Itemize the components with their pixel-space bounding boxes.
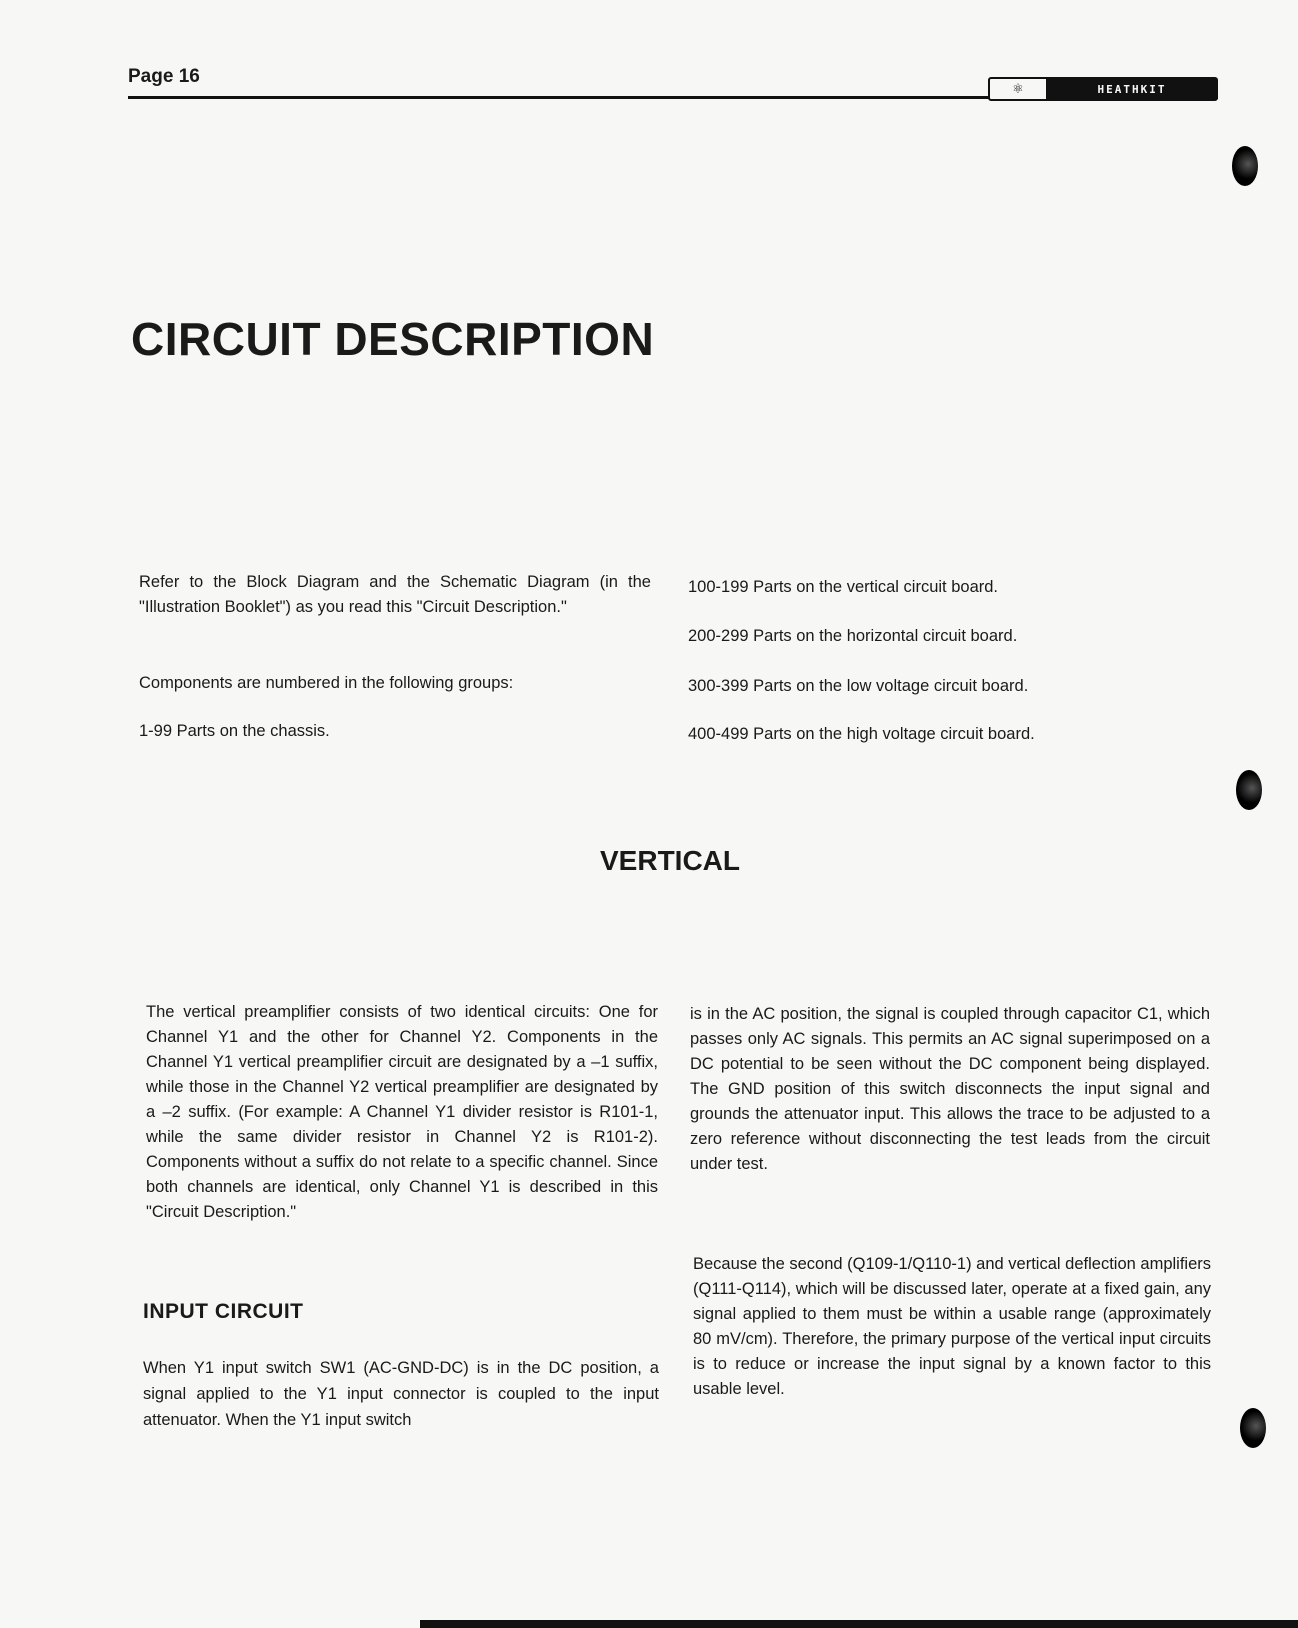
bottom-rule — [420, 1620, 1298, 1628]
group-item-low-voltage-board: 300-399 Parts on the low voltage circuit board. — [688, 677, 1029, 695]
section-heading-vertical: VERTICAL — [600, 845, 740, 876]
group-item-high-voltage-board: 400-499 Parts on the high voltage circuit board. — [688, 725, 1035, 743]
logo-wordmark: HEATHKIT — [1097, 82, 1167, 96]
group-item-chassis: 1-99 Parts on the chassis. — [139, 722, 330, 740]
group-item-vertical-board: 100-199 Parts on the vertical circuit board. — [688, 578, 998, 596]
binder-hole-middle — [1236, 770, 1262, 810]
intro-refer-paragraph: Refer to the Block Diagram and the Schematic Diagram (in the "Illustration Booklet") as you read this "Circuit Description." — [139, 573, 651, 616]
groups-intro-paragraph: Components are numbered in the following groups: — [139, 674, 514, 692]
input-circuit-paragraph-2: is in the AC position, the signal is coupled through capacitor C1, which passes only AC signals. This permits an AC signal superimposed on a DC potential to be seen without the DC component being displayed. The GND position of this switch disconnects the input signal and grounds the attenuator input. This allows the trace to be adjusted to a zero reference without disconnecting the test leads from the circuit under test. — [690, 1005, 1210, 1173]
page-number: Page 16 — [128, 66, 200, 87]
atom-icon: ⚛ — [990, 79, 1048, 99]
input-circuit-paragraph-1: When Y1 input switch SW1 (AC-GND-DC) is in the DC position, a signal applied to the Y1 input connector is coupled to the input attenuator. When the Y1 input switch — [143, 1359, 659, 1429]
subsection-heading-input-circuit: INPUT CIRCUIT — [143, 1300, 304, 1323]
group-item-horizontal-board: 200-299 Parts on the horizontal circuit board. — [688, 627, 1018, 645]
input-circuit-paragraph-3: Because the second (Q109-1/Q110-1) and vertical deflection amplifiers (Q111-Q114), which will be discussed later, operate at a fixed gain, any signal applied to them must be within a usable range (approximately 80 mV/cm). Therefore, the primary purpose of the vertical input circuits is to reduce or increase the input signal by a known factor to this usable level. — [693, 1255, 1211, 1398]
heathkit-logo — [988, 77, 1218, 101]
binder-hole-top — [1232, 146, 1258, 186]
page-title: CIRCUIT DESCRIPTION — [131, 313, 655, 365]
binder-hole-bottom — [1240, 1408, 1266, 1448]
preamplifier-paragraph: The vertical preamplifier consists of two identical circuits: One for Channel Y1 and the other for Channel Y2. Components in the Channel Y1 vertical preamplifier circuit are designated by a –1 suffix, while those in the Channel Y2 vertical preamplifier are designated by a –2 suffix. (For example: A Channel Y1 divider resistor is R101-1, while the same divider resistor in Channel Y2 is R101-2). Components without a suffix do not relate to a specific channel. Since both channels are identical, only Channel Y1 is described in this "Circuit Description." — [146, 1003, 658, 1221]
